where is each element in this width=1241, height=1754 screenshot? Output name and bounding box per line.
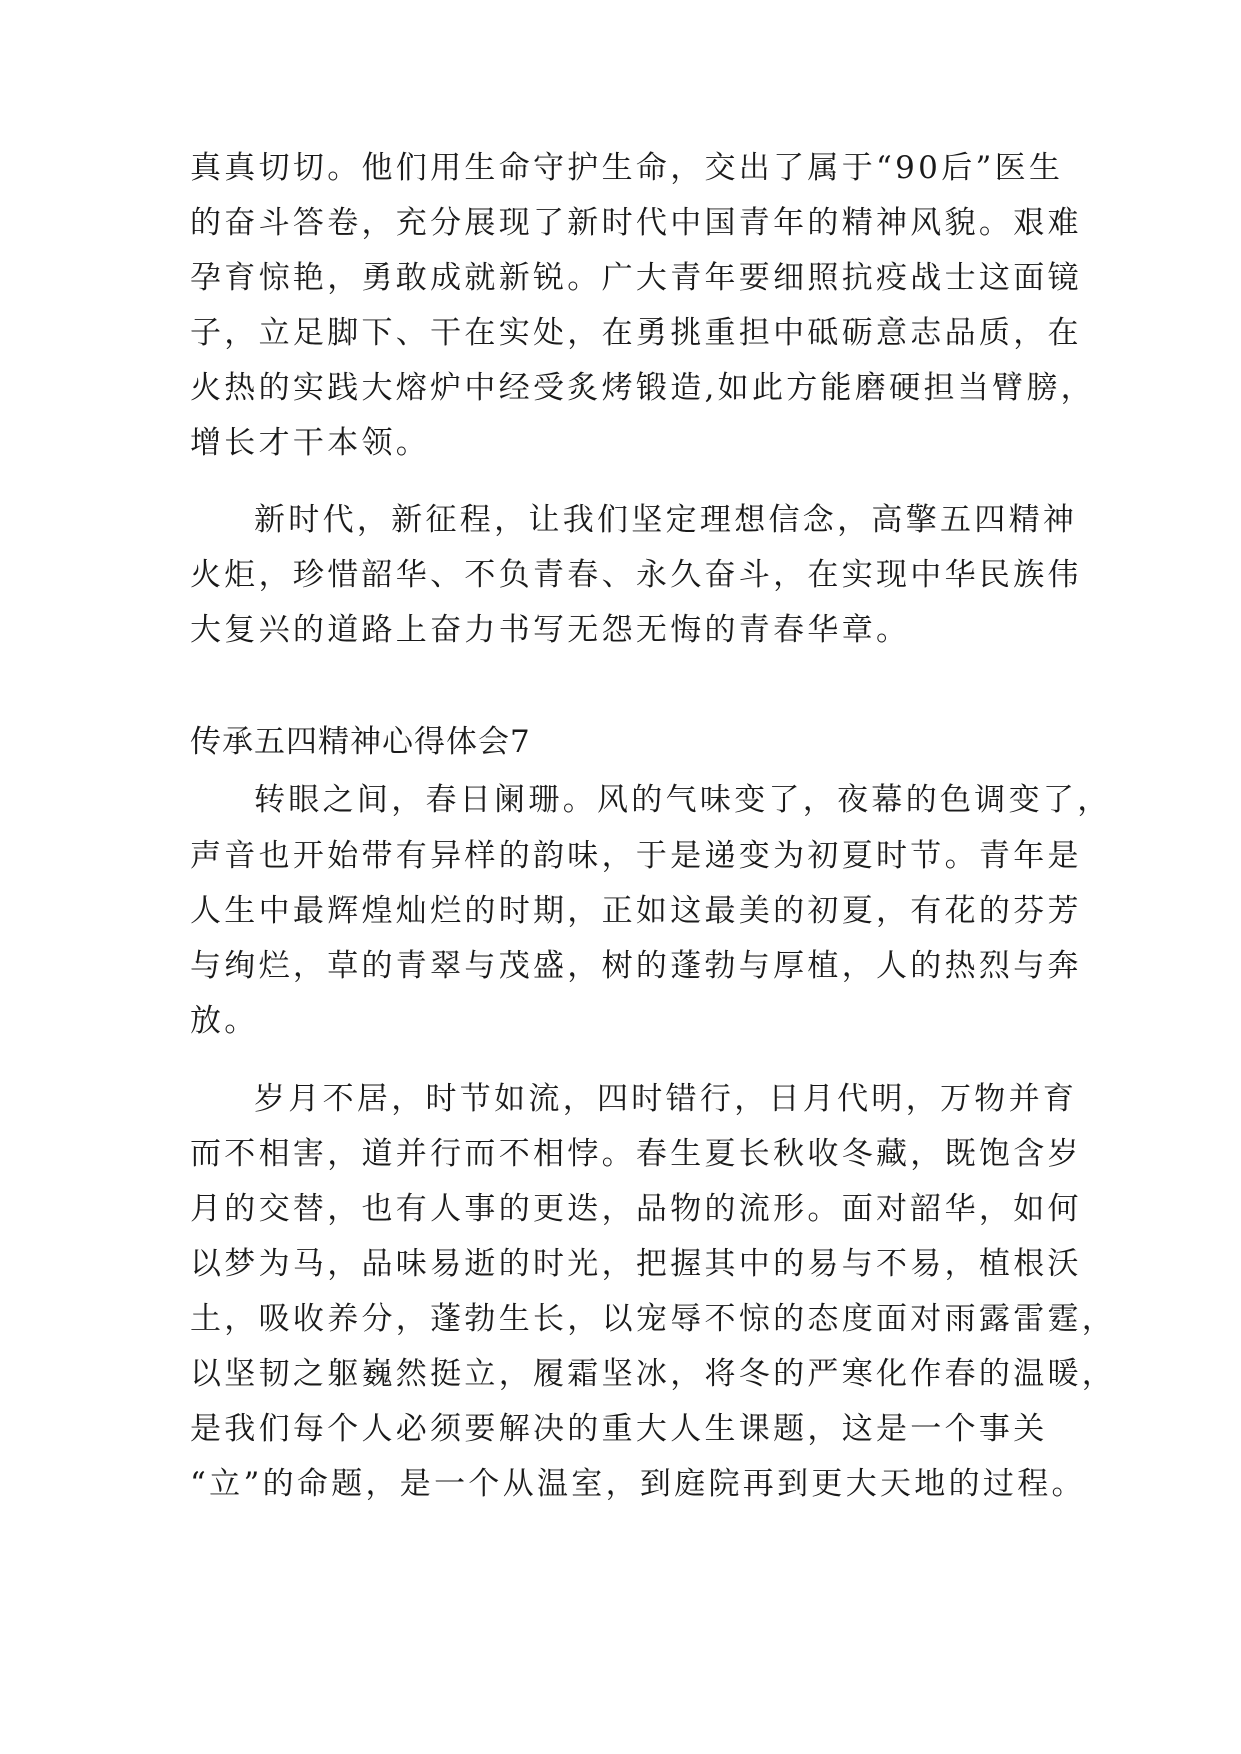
paragraph-3-line: 放。 (190, 1003, 259, 1039)
section-heading: 传承五四精神心得体会7 (190, 724, 531, 760)
paragraph-1-line: 子，立足脚下、干在实处，在勇挑重担中砥砺意志品质，在 (190, 315, 1082, 351)
paragraph-3-line: 转眼之间，春日阑珊。风的气味变了，夜幕的色调变了， (254, 782, 1112, 818)
paragraph-1-line: 的奋斗答卷，充分展现了新时代中国青年的精神风貌。艰难 (190, 205, 1082, 241)
paragraph-4-line: “立”的命题，是一个从温室，到庭院再到更大天地的过程。 (190, 1466, 1086, 1502)
paragraph-2-line: 火炬，珍惜韶华、不负青春、永久奋斗，在实现中华民族伟 (190, 557, 1082, 593)
paragraph-4-line: 而不相害，道并行而不相悖。春生夏长秋收冬藏，既饱含岁 (190, 1136, 1082, 1172)
paragraph-4-line: 岁月不居，时节如流，四时错行，日月代明，万物并育 (254, 1081, 1078, 1117)
paragraph-2-line: 大复兴的道路上奋力书写无怨无悔的青春华章。 (190, 612, 911, 648)
paragraph-3-line: 声音也开始带有异样的韵味，于是递变为初夏时节。青年是 (190, 838, 1082, 874)
paragraph-4-line: 是我们每个人必须要解决的重大人生课题，这是一个事关 (190, 1411, 1048, 1447)
paragraph-1-line: 火热的实践大熔炉中经受炙烤锻造,如此方能磨硬担当臂膀， (190, 370, 1095, 406)
paragraph-1-line: 增长才干本领。 (190, 425, 431, 461)
paragraph-3-line: 人生中最辉煌灿烂的时期，正如这最美的初夏，有花的芬芳 (190, 893, 1082, 929)
paragraph-1-line: 真真切切。他们用生命守护生命，交出了属于“90后”医生 (190, 150, 1064, 186)
paragraph-4-line: 以梦为马，品味易逝的时光，把握其中的易与不易，植根沃 (190, 1246, 1082, 1282)
paragraph-2-line: 新时代，新征程，让我们坚定理想信念，高擎五四精神 (254, 502, 1078, 538)
paragraph-4-line: 以坚韧之躯巍然挺立，履霜坚冰，将冬的严寒化作春的温暖， (190, 1356, 1117, 1392)
paragraph-4-line: 土，吸收养分，蓬勃生长，以宠辱不惊的态度面对雨露雷霆， (190, 1301, 1117, 1337)
paragraph-1-line: 孕育惊艳，勇敢成就新锐。广大青年要细照抗疫战士这面镜 (190, 260, 1082, 296)
paragraph-4-line: 月的交替，也有人事的更迭，品物的流形。面对韶华，如何 (190, 1191, 1082, 1227)
paragraph-3-line: 与绚烂，草的青翠与茂盛，树的蓬勃与厚植，人的热烈与奔 (190, 948, 1082, 984)
